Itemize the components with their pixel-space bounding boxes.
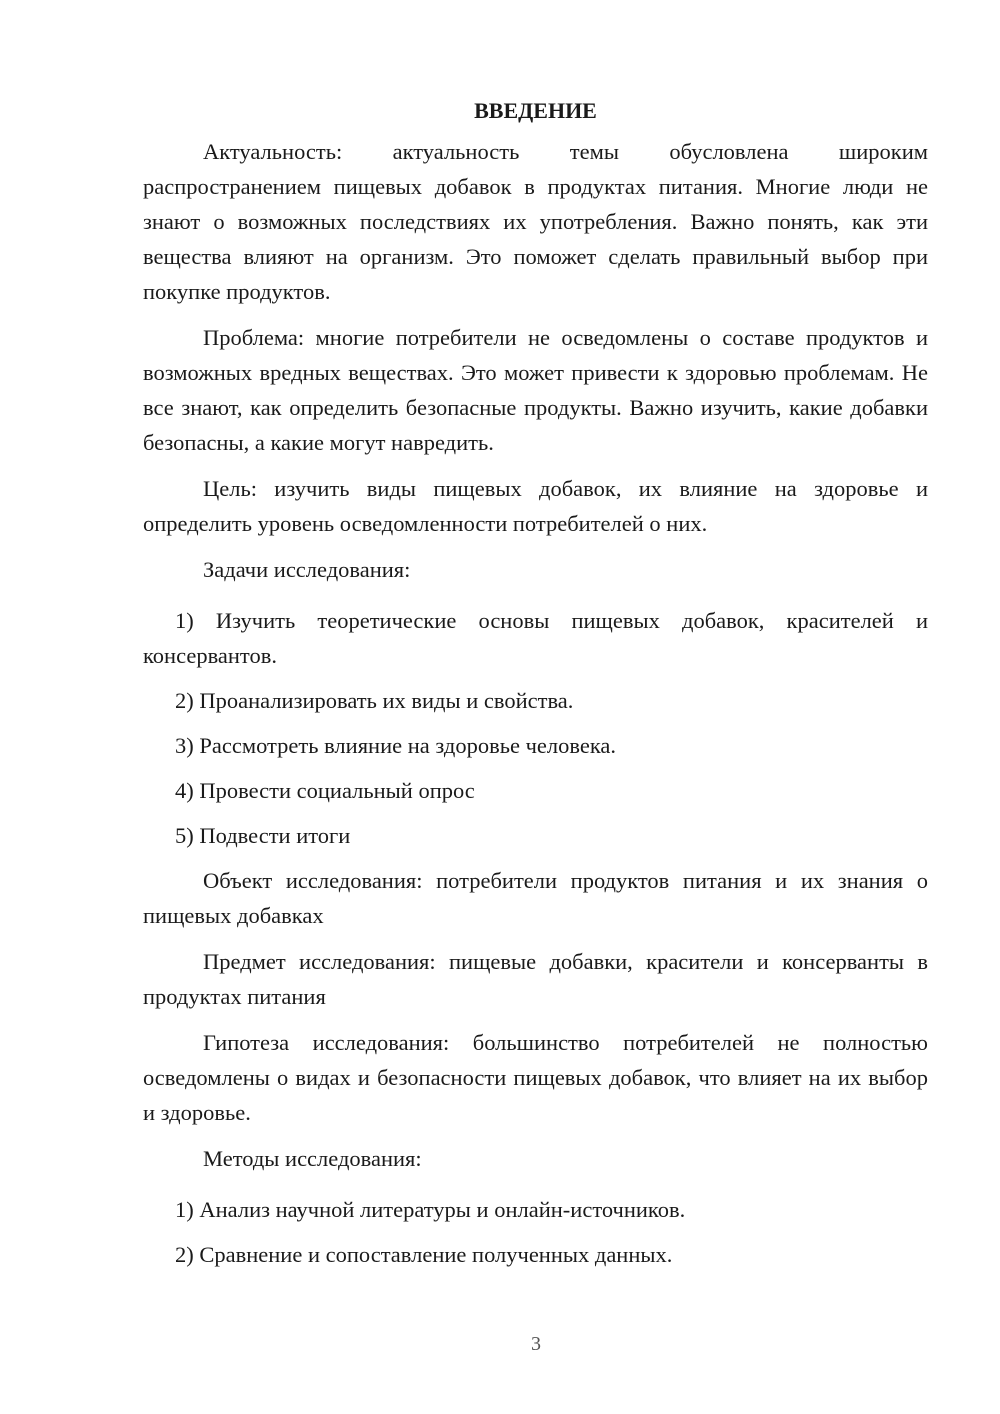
document-page	[143, 96, 928, 1282]
task-item: 5) Подвести итоги	[175, 823, 351, 848]
object-paragraph: Объект исследования: потребители продуктов питания и их знания о пищевых добавках	[143, 868, 928, 928]
goal-paragraph: Цель: изучить виды пищевых добавок, их влияние на здоровье и определить уровень осведомленности потребителей о них.	[143, 476, 928, 536]
page-number: 3	[531, 1333, 541, 1355]
method-item: 2) Сравнение и сопоставление полученных данных.	[175, 1242, 673, 1267]
relevance-paragraph: Актуальность: актуальность темы обусловлена широким распространением пищевых добавок в продуктах питания. Многие люди не знают о возможных последствиях их употребления. Важно понять, как эти вещества влияют на организм. Это поможет сделать правильный выбор при покупке продуктов.	[143, 139, 928, 304]
hypothesis-paragraph: Гипотеза исследования: большинство потребителей не полностью осведомлены о видах и безопасности пищевых добавок, что влияет на их выбор и здоровье.	[143, 1030, 928, 1125]
task-item: 3) Рассмотреть влияние на здоровье человека.	[175, 733, 617, 758]
task-item: 2) Проанализировать их виды и свойства.	[175, 688, 574, 713]
section-title: ВВЕДЕНИЕ	[474, 98, 597, 123]
method-item: 1) Анализ научной литературы и онлайн-источников.	[175, 1197, 686, 1222]
task-item: 1) Изучить теоретические основы пищевых добавок, красителей и консервантов.	[143, 608, 928, 668]
subject-paragraph: Предмет исследования: пищевые добавки, красители и консерванты в продуктах питания	[143, 949, 928, 1009]
task-item: 4) Провести социальный опрос	[175, 778, 475, 803]
tasks-label: Задачи исследования:	[203, 557, 411, 582]
methods-label: Методы исследования:	[203, 1146, 422, 1171]
problem-paragraph: Проблема: многие потребители не осведомлены о составе продуктов и возможных вредных веществах. Это может привести к здоровью проблемам. Не все знают, как определить безопасные продукты. Важно изучить, какие добавки безопасны, а какие могут навредить.	[143, 325, 928, 455]
